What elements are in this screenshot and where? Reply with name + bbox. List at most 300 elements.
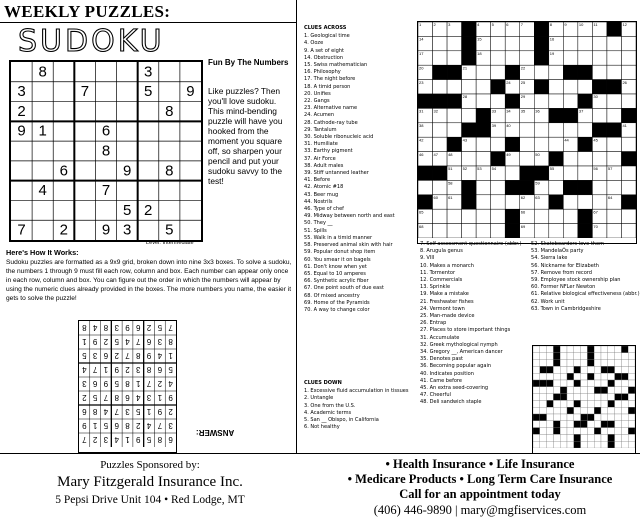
clue-item: 33. Earthy pigment <box>304 148 353 155</box>
crossword-cell[interactable] <box>578 152 593 166</box>
sudoku-cell[interactable]: 9 <box>17 122 26 140</box>
crossword-clue-number: 44 <box>564 137 569 143</box>
crossword-cell[interactable] <box>534 65 549 79</box>
clue-item: 13. Sprinkle <box>420 284 451 291</box>
answer-cell: 2 <box>92 435 98 444</box>
crossword-black-cell <box>505 180 520 194</box>
crossword-clue-number: 63 <box>535 195 540 200</box>
thumbnail-cell <box>567 414 574 421</box>
crossword-cell[interactable] <box>621 180 636 194</box>
crossword-black-cell <box>447 65 462 79</box>
clue-item: 68. Of mixed ancestry <box>304 292 360 299</box>
thumbnail-cell <box>560 421 567 428</box>
thumbnail-cell <box>601 434 608 441</box>
crossword-cell[interactable] <box>433 51 448 65</box>
thumbnail-cell <box>553 407 560 414</box>
thumbnail-cell <box>540 428 547 435</box>
crossword-cell[interactable] <box>607 51 622 65</box>
clue-item: 53. MandelaÕs party <box>531 248 584 255</box>
crossword-cell[interactable] <box>491 137 506 151</box>
crossword-black-cell <box>563 65 578 79</box>
crossword-cell[interactable] <box>491 224 506 238</box>
sudoku-cell[interactable]: 8 <box>101 142 111 160</box>
thumbnail-cell <box>594 380 601 387</box>
thumbnail-cell <box>628 428 635 435</box>
crossword-clue-number: 15 <box>477 36 482 42</box>
thumbnail-cell <box>621 421 628 428</box>
clue-item: 12. Commercials <box>420 277 463 284</box>
clues-down <box>304 380 409 431</box>
crossword-cell[interactable] <box>520 51 535 65</box>
clue-item: 56. Nickname for Elizabeth <box>531 262 599 269</box>
crossword-cell[interactable] <box>621 209 636 223</box>
crossword-clue-number: 55 <box>549 166 555 172</box>
clue-item: 7. Self-assessment questionnaire (abbr.) <box>420 241 522 247</box>
crossword-cell[interactable] <box>621 137 636 151</box>
crossword-cell[interactable] <box>592 152 607 166</box>
thumbnail-cell <box>608 441 615 448</box>
crossword-cell[interactable] <box>491 180 506 194</box>
crossword-cell[interactable] <box>607 180 622 194</box>
answer-cell: 3 <box>168 421 173 430</box>
thumbnail-cell <box>608 387 615 394</box>
crossword-cell[interactable] <box>447 209 462 223</box>
crossword-cell[interactable] <box>505 166 520 180</box>
crossword-cell[interactable] <box>433 137 448 151</box>
thumbnail-cell <box>621 434 628 441</box>
thumbnail-cell <box>574 434 581 441</box>
crossword-cell[interactable] <box>563 209 578 223</box>
crossword-black-cell <box>578 180 593 194</box>
crossword-cell[interactable] <box>592 180 607 194</box>
crossword-cell[interactable] <box>592 36 607 50</box>
crossword-cell[interactable] <box>447 51 462 65</box>
thumbnail-cell <box>594 373 601 380</box>
crossword-cell[interactable] <box>563 195 578 209</box>
crossword-cell[interactable] <box>578 195 593 209</box>
sudoku-cell[interactable]: 5 <box>122 201 132 219</box>
crossword-black-cell <box>491 80 506 94</box>
crossword-cell[interactable] <box>607 224 622 238</box>
crossword-cell[interactable] <box>491 209 506 223</box>
crossword-cell[interactable] <box>433 224 448 238</box>
answer-cell: 6 <box>146 337 152 346</box>
thumbnail-cell <box>547 414 554 421</box>
crossword-cell[interactable] <box>462 209 477 223</box>
thumbnail-cell <box>621 441 628 448</box>
clue-item: 51. Spills <box>304 227 327 234</box>
clue-item: 50. They __ <box>304 220 333 227</box>
answer-cell: 1 <box>168 351 173 360</box>
crossword-cell[interactable] <box>563 152 578 166</box>
crossword-cell[interactable] <box>433 36 448 50</box>
crossword-cell[interactable] <box>621 36 636 50</box>
thumbnail-cell <box>574 407 581 414</box>
crossword-cell[interactable] <box>607 108 622 122</box>
crossword-black-cell <box>418 166 433 180</box>
sudoku-cell[interactable]: 1 <box>38 122 47 140</box>
thumbnail-cell <box>594 407 601 414</box>
crossword-cell[interactable] <box>462 108 477 122</box>
crossword-clue-number: 45 <box>593 137 598 143</box>
thumbnail-cell <box>628 400 635 407</box>
crossword-cell[interactable] <box>549 123 564 137</box>
crossword-cell[interactable] <box>447 224 462 238</box>
crossword-cell[interactable] <box>563 224 578 238</box>
clue-item: 44. Nostrils <box>304 198 333 205</box>
crossword-cell[interactable] <box>578 123 593 137</box>
crossword-clue-number: 51 <box>448 166 453 172</box>
answer-cell: 2 <box>125 365 130 374</box>
clue-item: 35. Denotes past <box>420 356 464 363</box>
crossword-cell[interactable] <box>534 94 549 108</box>
crossword-cell[interactable] <box>607 94 622 108</box>
crossword-clue-number: 21 <box>462 65 468 71</box>
clue-item: 10. Makes a monarch <box>420 262 474 269</box>
thumbnail-cell <box>594 366 601 373</box>
crossword-cell[interactable] <box>563 166 578 180</box>
crossword-cell[interactable] <box>476 209 491 223</box>
clue-item: 20. Unifies <box>304 90 331 97</box>
crossword-cell[interactable] <box>476 195 491 209</box>
thumbnail-cell <box>601 353 608 360</box>
crossword-cell[interactable] <box>520 152 535 166</box>
crossword-clue-number: 69 <box>520 223 526 229</box>
crossword-black-cell <box>447 94 462 108</box>
crossword-cell[interactable] <box>534 209 549 223</box>
thumbnail-cell <box>533 366 540 373</box>
answer-cell: 5 <box>168 365 173 374</box>
thumbnail-cell <box>628 366 635 373</box>
crossword-cell[interactable] <box>433 123 448 137</box>
thumbnail-cell <box>533 346 540 353</box>
crossword-clue-number: 2 <box>433 22 436 28</box>
thumbnail-cell <box>574 387 581 394</box>
crossword-cell[interactable] <box>476 80 491 94</box>
thumbnail-cell <box>608 360 615 367</box>
thumbnail-cell <box>567 380 574 387</box>
crossword-clue-number: 19 <box>549 51 555 56</box>
thumbnail-cell <box>608 414 615 421</box>
crossword-cell[interactable] <box>592 108 607 122</box>
crossword-cell[interactable] <box>563 80 578 94</box>
crossword-clue-number: 24 <box>506 79 511 85</box>
crossword-cell[interactable] <box>433 180 448 194</box>
thumbnail-cell <box>574 366 581 373</box>
thumbnail-cell <box>540 400 547 407</box>
clue-item: 29. Tantalum <box>304 126 337 133</box>
crossword-cell[interactable] <box>549 65 564 79</box>
thumbnail-cell <box>567 434 574 441</box>
thumbnail-cell <box>560 360 567 367</box>
thumbnail-cell <box>621 366 628 373</box>
thumbnail-cell <box>601 380 608 387</box>
thumbnail-cell <box>560 353 567 360</box>
crossword-cell[interactable] <box>505 195 520 209</box>
clue-item: 59. Popular donut shop item <box>304 249 376 256</box>
crossword-cell[interactable] <box>476 224 491 238</box>
crossword-cell[interactable] <box>476 65 491 79</box>
clue-item: 38. Adult males <box>304 162 344 169</box>
crossword-cell[interactable] <box>462 224 477 238</box>
crossword-black-cell <box>578 137 593 151</box>
crossword-cell[interactable] <box>505 36 520 50</box>
crossword-cell[interactable] <box>491 51 506 65</box>
thumbnail-cell <box>587 407 594 414</box>
services-line-1: • Health Insurance • Life Insurance <box>385 457 575 471</box>
thumbnail-cell <box>628 441 635 448</box>
answer-cell: 4 <box>92 323 98 332</box>
crossword-answer-thumbnail <box>532 345 636 454</box>
crossword-cell[interactable] <box>534 123 549 137</box>
crossword-cell[interactable] <box>607 65 622 79</box>
crossword-cell[interactable] <box>520 36 535 50</box>
crossword-cell[interactable] <box>607 36 622 50</box>
thumbnail-cell <box>581 400 588 407</box>
thumbnail-cell <box>560 407 567 414</box>
clues-across-heading: CLUES ACROSS <box>304 25 347 31</box>
clue-item: 37. Air Force <box>304 155 336 162</box>
crossword-cell[interactable] <box>563 94 578 108</box>
sudoku-cell[interactable]: 6 <box>101 122 111 140</box>
crossword-cell[interactable] <box>549 180 564 194</box>
crossword-cell[interactable] <box>520 137 535 151</box>
crossword-black-cell <box>491 152 506 166</box>
crossword-cell[interactable] <box>433 80 448 94</box>
crossword-cell[interactable] <box>578 166 593 180</box>
clue-item: 43. Beer mug <box>304 191 339 198</box>
crossword-cell[interactable] <box>447 108 462 122</box>
crossword-cell[interactable] <box>592 65 607 79</box>
crossword-cell[interactable] <box>563 51 578 65</box>
crossword-black-cell <box>505 137 520 151</box>
thumbnail-cell <box>621 346 628 353</box>
clues-down-continued <box>420 241 521 407</box>
crossword-cell[interactable] <box>491 94 506 108</box>
crossword-cell[interactable] <box>491 65 506 79</box>
crossword-cell[interactable] <box>462 152 477 166</box>
crossword-clue-number: 47 <box>433 151 438 157</box>
thumbnail-cell <box>567 421 574 428</box>
crossword-cell[interactable] <box>563 123 578 137</box>
crossword-cell[interactable] <box>549 137 564 151</box>
thumbnail-cell <box>540 360 547 367</box>
answer-cell: 7 <box>125 351 130 360</box>
sudoku-cell[interactable]: 8 <box>165 162 174 180</box>
answer-cell: 1 <box>103 365 109 374</box>
crossword-black-cell <box>578 224 593 238</box>
how-it-works <box>6 249 294 303</box>
answer-cell: 3 <box>125 407 130 416</box>
crossword-clue-number: 25 <box>520 79 526 85</box>
thumbnail-cell <box>587 380 594 387</box>
crossword-cell[interactable] <box>491 36 506 50</box>
thumbnail-cell <box>567 360 574 367</box>
sudoku-cell[interactable]: 8 <box>165 102 174 120</box>
crossword-cell[interactable] <box>578 80 593 94</box>
crossword-cell[interactable] <box>476 137 491 151</box>
crossword-clue-number: 31 <box>419 108 424 114</box>
answer-cell: 7 <box>82 435 87 444</box>
crossword-clue-number: 26 <box>622 79 627 85</box>
answer-cell: 3 <box>146 393 152 402</box>
crossword-clue-number: 30 <box>593 94 598 100</box>
sudoku-cell[interactable]: 5 <box>165 221 174 239</box>
sponsor-footer <box>0 453 640 520</box>
thumbnail-cell <box>615 394 622 401</box>
thumbnail-cell <box>621 407 628 414</box>
crossword-cell[interactable] <box>476 152 491 166</box>
crossword-cell[interactable] <box>534 224 549 238</box>
crossword-clue-number: 20 <box>419 65 424 71</box>
crossword-cell[interactable] <box>549 94 564 108</box>
thumbnail-cell <box>553 373 560 380</box>
crossword-black-cell <box>578 209 593 223</box>
thumbnail-cell <box>567 400 574 407</box>
crossword-cell[interactable] <box>549 209 564 223</box>
sudoku-cell[interactable]: 9 <box>122 162 132 180</box>
thumbnail-cell <box>560 434 567 441</box>
crossword-cell[interactable] <box>549 224 564 238</box>
crossword-cell[interactable] <box>592 195 607 209</box>
thumbnail-cell <box>587 421 594 428</box>
sudoku-cell[interactable]: 9 <box>101 221 111 239</box>
crossword-cell[interactable] <box>578 36 593 50</box>
crossword-cell[interactable] <box>607 137 622 151</box>
crossword-cell[interactable] <box>607 209 622 223</box>
answer-grid <box>78 320 177 453</box>
thumbnail-cell <box>615 346 622 353</box>
crossword-cell[interactable] <box>621 94 636 108</box>
thumbnail-cell <box>553 400 560 407</box>
crossword-cell[interactable] <box>578 51 593 65</box>
crossword-cell[interactable] <box>621 65 636 79</box>
thumbnail-cell <box>581 360 588 367</box>
sudoku-cell[interactable]: 7 <box>80 83 90 101</box>
thumbnail-cell <box>594 434 601 441</box>
sudoku-cell[interactable]: 7 <box>17 221 26 239</box>
sudoku-cell[interactable]: 3 <box>122 221 132 239</box>
sudoku-cell[interactable]: 2 <box>59 221 68 239</box>
answer-cell: 9 <box>125 323 130 332</box>
crossword-clue-number: 67 <box>593 209 598 215</box>
thumbnail-cell <box>615 387 622 394</box>
crossword-cell[interactable] <box>447 123 462 137</box>
answer-cell: 8 <box>136 351 141 360</box>
thumbnail-cell <box>574 441 581 448</box>
crossword-cell[interactable] <box>549 80 564 94</box>
thumbnail-cell <box>608 366 615 373</box>
sudoku-cell[interactable]: 9 <box>186 83 195 101</box>
answer-cell: 3 <box>157 337 163 346</box>
crossword-cell[interactable] <box>534 137 549 151</box>
thumbnail-cell <box>587 400 594 407</box>
clue-item: 57. Remove from record <box>531 269 592 276</box>
crossword-grid[interactable] <box>417 21 637 244</box>
thumbnail-cell <box>540 421 547 428</box>
clue-item: 49. Midway between north and east <box>304 213 395 220</box>
clue-item: 4. Ooze <box>304 40 324 47</box>
thumbnail-cell <box>581 353 588 360</box>
crossword-cell[interactable] <box>563 36 578 50</box>
clue-item: 8. Arugula genus <box>420 248 463 255</box>
clue-item: 48. Deli sandwich staple <box>420 399 482 406</box>
crossword-cell[interactable] <box>447 36 462 50</box>
crossword-cell[interactable] <box>476 180 491 194</box>
thumbnail-cell <box>601 407 608 414</box>
sudoku-grid[interactable] <box>9 60 203 242</box>
answer-cell: 7 <box>146 379 152 388</box>
thumbnail-cell <box>615 407 622 414</box>
crossword-cell[interactable] <box>520 123 535 137</box>
thumbnail-cell <box>581 441 588 448</box>
sudoku-cell[interactable]: 6 <box>59 162 68 180</box>
sudoku-cell[interactable]: 3 <box>144 63 153 81</box>
answer-cell: 8 <box>168 337 173 346</box>
company-address: 5 Pepsi Drive Unit 104 • Red Lodge, MT <box>55 494 245 506</box>
crossword-cell[interactable] <box>433 209 448 223</box>
thumbnail-cell <box>594 353 601 360</box>
answer-cell: 1 <box>125 435 130 444</box>
crossword-clue-number: 38 <box>419 123 424 128</box>
sudoku-cell[interactable]: 5 <box>144 83 153 101</box>
answer-cell: 6 <box>125 393 130 402</box>
answer-cell: 6 <box>92 379 98 388</box>
crossword-cell[interactable] <box>447 80 462 94</box>
sudoku-cell[interactable]: 8 <box>38 63 47 81</box>
crossword-black-cell <box>534 51 549 65</box>
clue-item: 41. Came before <box>420 377 462 384</box>
answer-cell: 1 <box>92 421 98 430</box>
thumbnail-cell <box>601 346 608 353</box>
crossword-cell[interactable] <box>476 94 491 108</box>
sudoku-cell[interactable]: 2 <box>17 102 26 120</box>
thumbnail-cell <box>601 366 608 373</box>
crossword-cell[interactable] <box>621 166 636 180</box>
answer-cell: 2 <box>157 379 163 388</box>
thumbnail-cell <box>540 414 547 421</box>
thumbnail-cell <box>567 441 574 448</box>
thumbnail-cell <box>547 387 554 394</box>
crossword-cell[interactable] <box>621 224 636 238</box>
crossword-cell[interactable] <box>491 195 506 209</box>
clue-item: 41. Before <box>304 177 331 184</box>
thumbnail-cell <box>553 434 560 441</box>
sudoku-cell[interactable]: 2 <box>144 201 153 219</box>
clue-item: 59. Employee stock ownership plan <box>531 277 621 284</box>
thumbnail-cell <box>581 434 588 441</box>
sudoku-cell[interactable]: 4 <box>38 182 47 200</box>
clue-item: 39. Stiff untanned leather <box>304 170 369 177</box>
crossword-cell[interactable] <box>592 51 607 65</box>
sudoku-cell[interactable]: 3 <box>17 83 26 101</box>
sudoku-cell[interactable]: 7 <box>101 182 111 200</box>
thumbnail-cell <box>574 428 581 435</box>
crossword-black-cell <box>549 195 564 209</box>
contact-info[interactable]: (406) 446-9890 | mary@mgfiservices.com <box>373 503 587 517</box>
crossword-cell[interactable] <box>418 180 433 194</box>
answer-cell: 4 <box>125 337 130 346</box>
clue-item: 63. Town in Cambridgeshire <box>531 305 601 312</box>
clue-item: 31. Humiliate <box>304 141 338 148</box>
clue-item: 26. Entrap <box>420 320 447 327</box>
crossword-black-cell <box>505 209 520 223</box>
crossword-cell[interactable] <box>505 51 520 65</box>
crossword-cell[interactable] <box>607 152 622 166</box>
crossword-cell[interactable] <box>621 51 636 65</box>
crossword-clue-number: 50 <box>535 151 540 157</box>
crossword-cell[interactable] <box>462 80 477 94</box>
